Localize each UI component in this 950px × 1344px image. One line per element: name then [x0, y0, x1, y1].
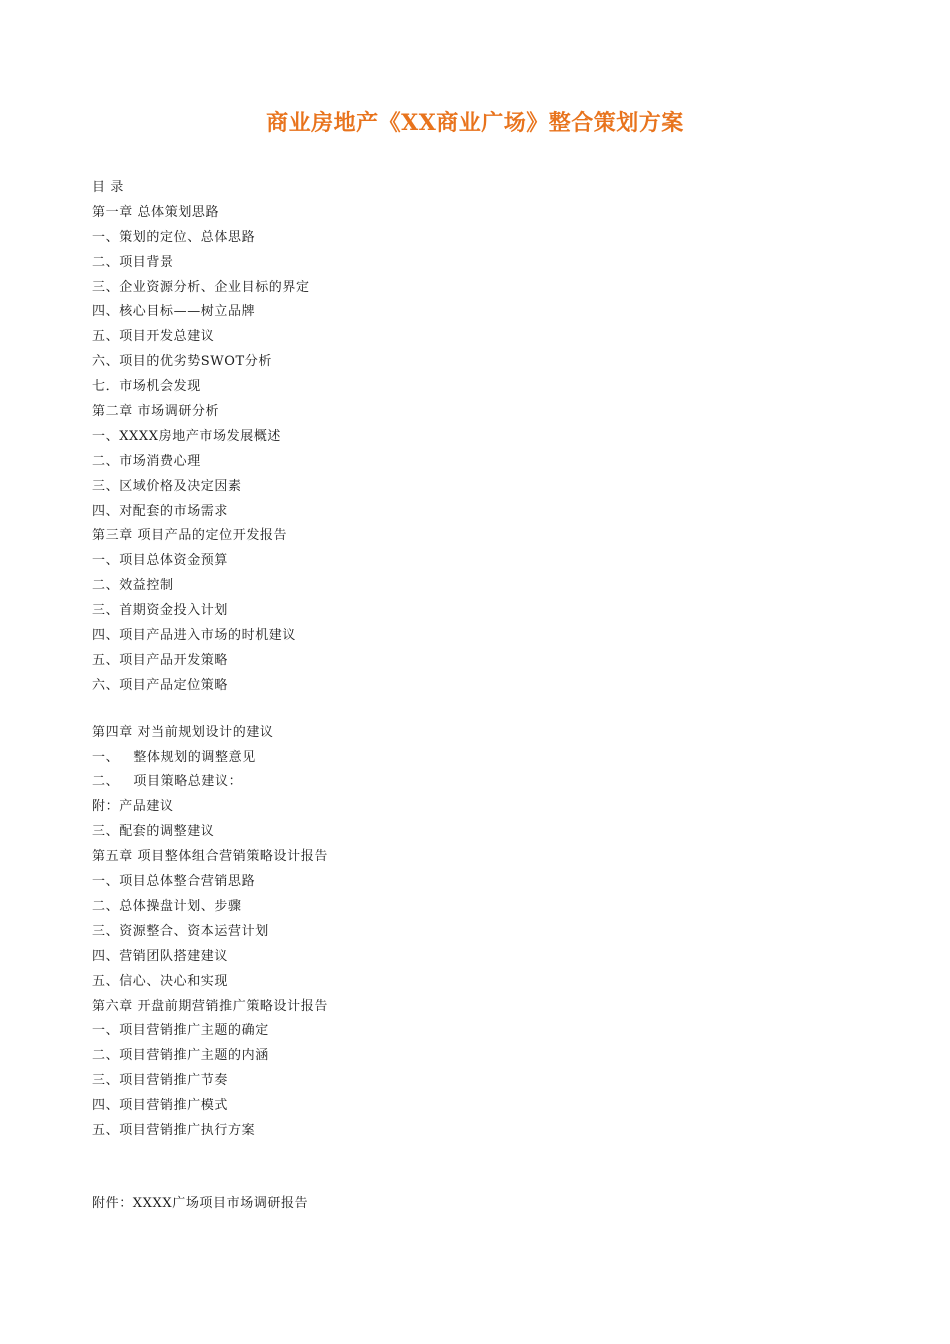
- toc-item: 四、营销团队搭建建议: [92, 948, 229, 964]
- toc-item: 一、项目营销推广主题的确定: [92, 1023, 269, 1039]
- toc-item: 一、项目总体资金预算: [92, 553, 229, 569]
- toc-item: 附：产品建议: [92, 799, 174, 815]
- toc-item: 三、配套的调整建议: [92, 824, 215, 840]
- toc-item: 一、策划的定位、总体思路: [92, 229, 256, 245]
- toc-chapter: 第三章 项目产品的定位开发报告: [92, 528, 288, 544]
- toc-item: 五、项目产品开发策略: [92, 652, 229, 668]
- toc-chapter: 第五章 项目整体组合营销策略设计报告: [92, 849, 328, 865]
- toc-item: 二、效益控制: [92, 578, 174, 594]
- toc-item: 二、市场消费心理: [92, 453, 201, 469]
- toc-item: 五、项目营销推广执行方案: [92, 1122, 256, 1138]
- toc-item: 四、核心目标——树立品牌: [92, 304, 256, 320]
- toc-item: 七．市场机会发现: [92, 379, 201, 395]
- toc-item: 一、XXXX房地产市场发展概述: [92, 428, 282, 444]
- toc-item: 六、项目的优劣势SWOT分析: [92, 354, 272, 370]
- toc-item: 四、项目产品进入市场的时机建议: [92, 628, 297, 644]
- toc-chapter: 第六章 开盘前期营销推广策略设计报告: [92, 998, 328, 1014]
- toc-item: 二、总体操盘计划、步骤: [92, 898, 242, 914]
- toc-item: 三、首期资金投入计划: [92, 603, 229, 619]
- toc-item: 一、 整体规划的调整意见: [92, 749, 256, 765]
- toc-item: 三、项目营销推广节奏: [92, 1073, 229, 1089]
- toc-chapter: 第二章 市场调研分析: [92, 404, 220, 420]
- toc-item: 二、 项目策略总建议：: [92, 774, 243, 790]
- toc-item: 四、对配套的市场需求: [92, 503, 229, 519]
- toc-item: 五、项目开发总建议: [92, 329, 215, 345]
- table-of-contents: [92, 176, 872, 1144]
- toc-item: 三、区域价格及决定因素: [92, 478, 242, 494]
- toc-heading: 目 录: [92, 180, 124, 195]
- toc-item: 三、企业资源分析、企业目标的界定: [92, 279, 310, 295]
- toc-item: 一、项目总体整合营销思路: [92, 874, 256, 890]
- toc-chapter: 第四章 对当前规划设计的建议: [92, 724, 274, 740]
- toc-item: 四、项目营销推广模式: [92, 1098, 229, 1114]
- toc-item: 五、信心、决心和实现: [92, 973, 229, 989]
- toc-item: 六、项目产品定位策略: [92, 677, 229, 693]
- toc-item: 二、项目背景: [92, 254, 174, 270]
- toc-chapter: 第一章 总体策划思路: [92, 204, 220, 220]
- toc-item: 二、项目营销推广主题的内涵: [92, 1048, 269, 1064]
- toc-item: 三、资源整合、资本运营计划: [92, 923, 269, 939]
- document-title: 商业房地产《XX商业广场》整合策划方案: [266, 110, 684, 136]
- appendix-line: 附件：XXXX广场项目市场调研报告: [92, 1196, 309, 1211]
